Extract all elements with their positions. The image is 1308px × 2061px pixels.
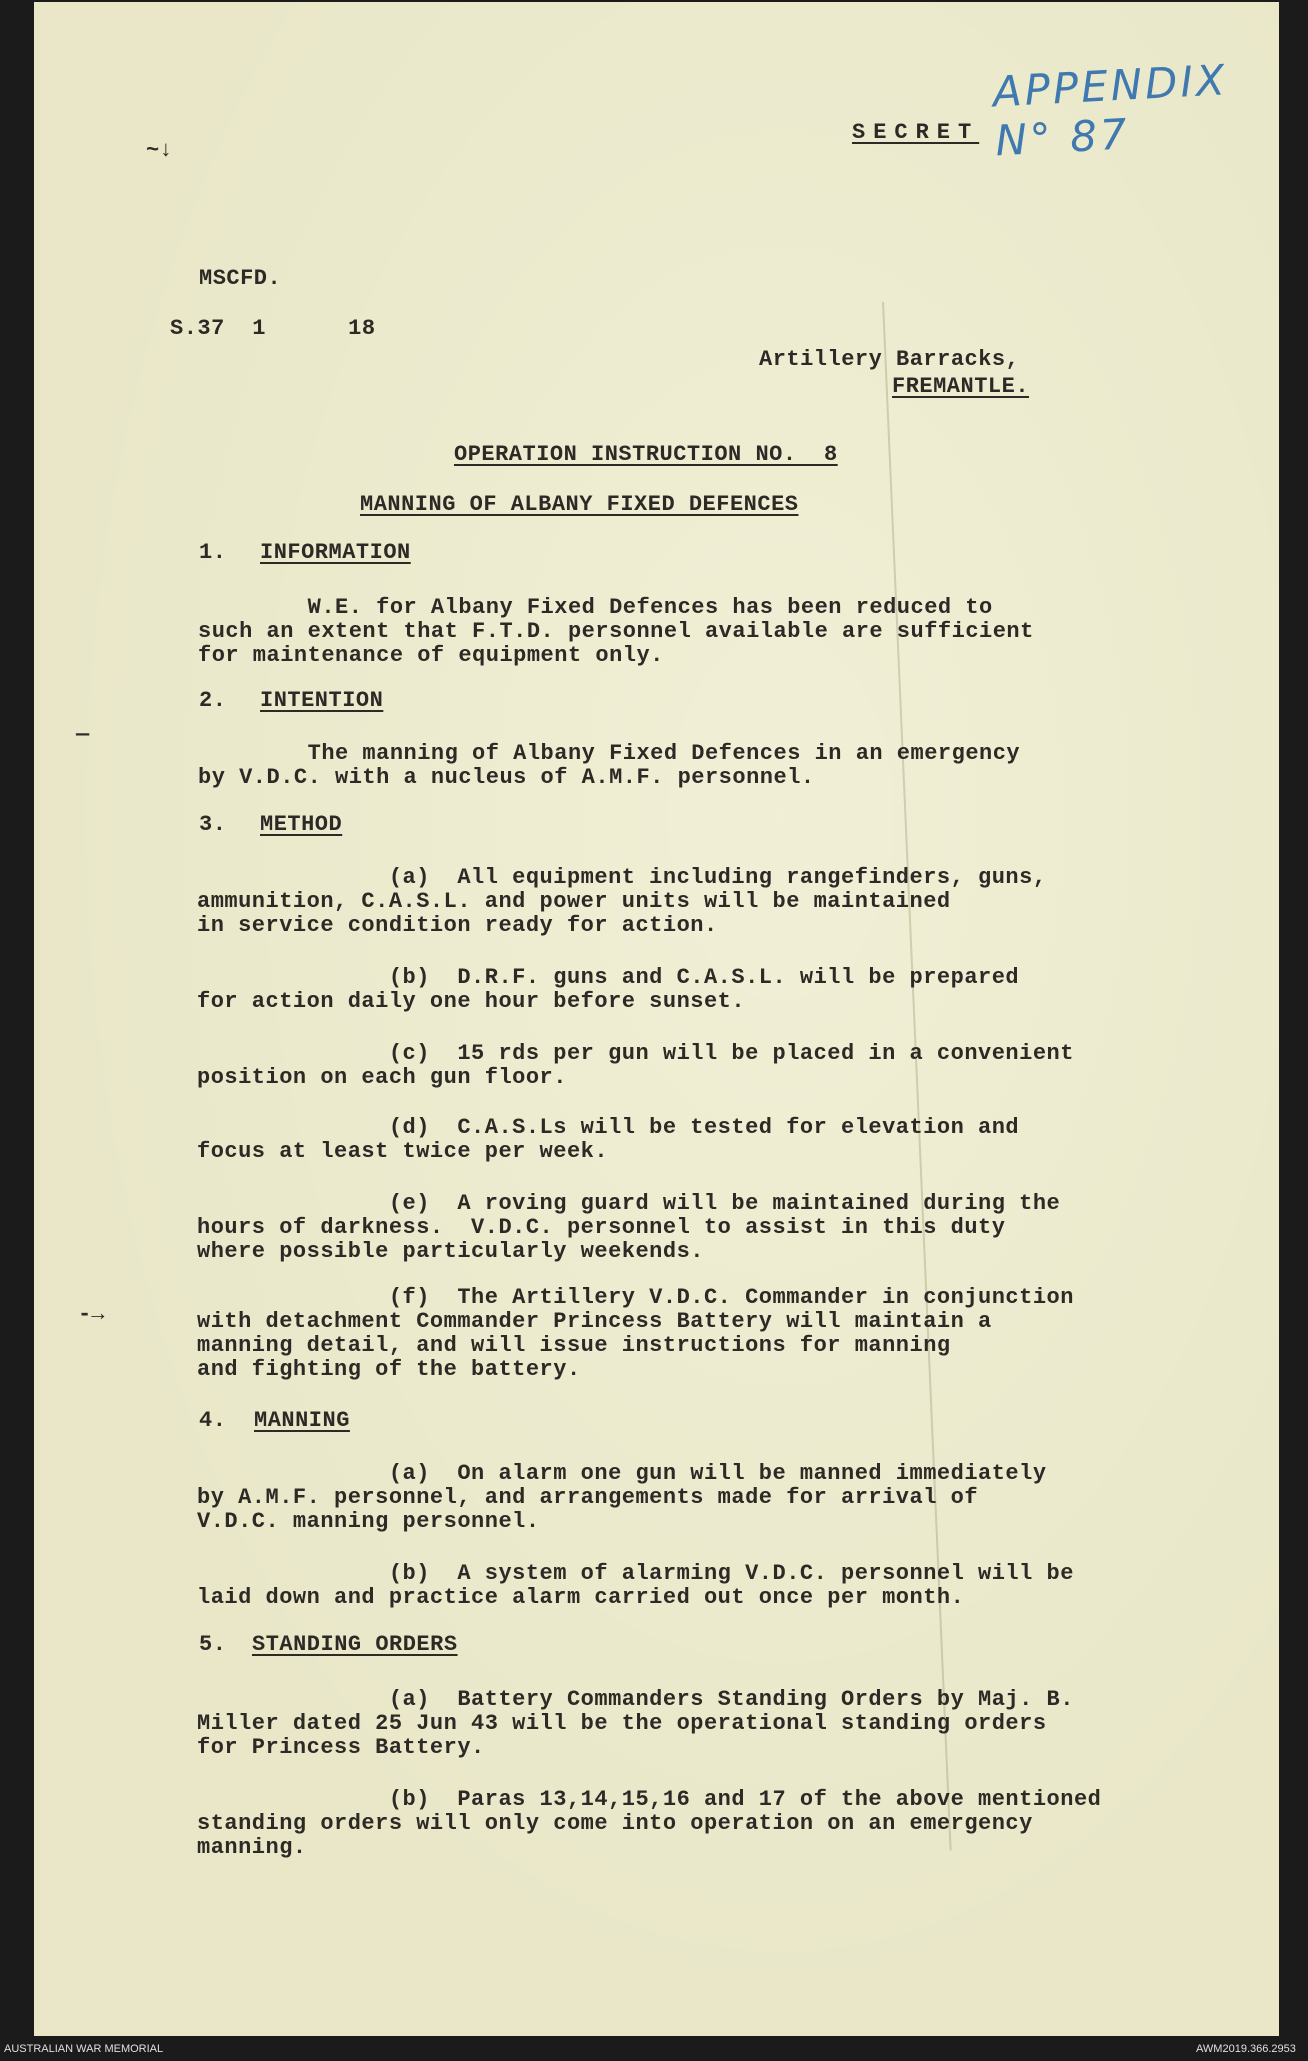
handwritten-annotation: APPENDIX N° 87 (991, 55, 1229, 166)
paragraph-manning-a: (a) On alarm one gun will be manned immediately by A.M.F. personnel, and arrangements made for arrival of V.D.C. manning personnel. (197, 1461, 1047, 1534)
paragraph-intention: The manning of Albany Fixed Defences in an emergency by V.D.C. with a nucleus of A.M.F. personnel. (198, 741, 1021, 790)
margin-mark: ~↓ (146, 138, 173, 163)
document-subtitle: MANNING OF ALBANY FIXED DEFENCES (360, 492, 799, 517)
paragraph-standing-a: (a) Battery Commanders Standing Orders by Maj. B. Miller dated 25 Jun 43 will be the operational standing orders for Princess Battery. (197, 1687, 1074, 1760)
section-number: 1. (199, 540, 227, 565)
section-number: 3. (199, 812, 227, 837)
reference-numbers: S.37 1 18 (170, 316, 376, 341)
paragraph-method-a: (a) All equipment including rangefinders, guns, ammunition, C.A.S.L. and power units will be maintained in service condition ready for action. (197, 865, 1047, 938)
section-heading-method: METHOD (260, 812, 343, 837)
paragraph-method-c: (c) 15 rds per gun will be placed in a convenient position on each gun floor. (197, 1041, 1074, 1090)
section-number: 5. (199, 1632, 227, 1657)
document-title: OPERATION INSTRUCTION NO. 8 (454, 442, 838, 467)
section-heading-manning: MANNING (254, 1408, 350, 1433)
paragraph-method-e: (e) A roving guard will be maintained during the hours of darkness. V.D.C. personnel to assist in this duty where possible particularly weekends. (197, 1191, 1061, 1264)
classification-label: SECRET (852, 120, 980, 145)
section-heading-standing-orders: STANDING ORDERS (252, 1632, 458, 1657)
address-line-1: Artillery Barracks, (759, 347, 1020, 372)
paragraph-method-b: (b) D.R.F. guns and C.A.S.L. will be prepared for action daily one hour before sunset. (197, 965, 1020, 1014)
address-line-2: FREMANTLE. (892, 374, 1030, 399)
footer-accession-number: AWM2019.366.2953 (1196, 2043, 1296, 2055)
paragraph-method-d: (d) C.A.S.Ls will be tested for elevation and focus at least twice per week. (197, 1115, 1020, 1164)
section-number: 4. (199, 1408, 227, 1433)
margin-tick: — (76, 722, 90, 747)
reference-code: MSCFD. (199, 266, 282, 291)
section-heading-intention: INTENTION (260, 688, 384, 713)
section-heading-information: INFORMATION (260, 540, 411, 565)
paragraph-information: W.E. for Albany Fixed Defences has been reduced to such an extent that F.T.D. personnel available are sufficient for maintenance of equipment only. (198, 595, 1034, 668)
paragraph-manning-b: (b) A system of alarming V.D.C. personnel will be laid down and practice alarm carried out once per month. (197, 1561, 1074, 1610)
section-number: 2. (199, 688, 227, 713)
margin-mark: -→ (78, 1302, 105, 1327)
document-page (34, 2, 1279, 2036)
paragraph-method-f: (f) The Artillery V.D.C. Commander in conjunction with detachment Commander Princess Battery will maintain a manning detail, and will issue instructions for manning and fighting of the battery. (197, 1285, 1074, 1382)
paragraph-standing-b: (b) Paras 13,14,15,16 and 17 of the above mentioned standing orders will only come into operation on an emergency manning. (197, 1787, 1102, 1860)
footer-credit: AUSTRALIAN WAR MEMORIAL (4, 2043, 164, 2055)
